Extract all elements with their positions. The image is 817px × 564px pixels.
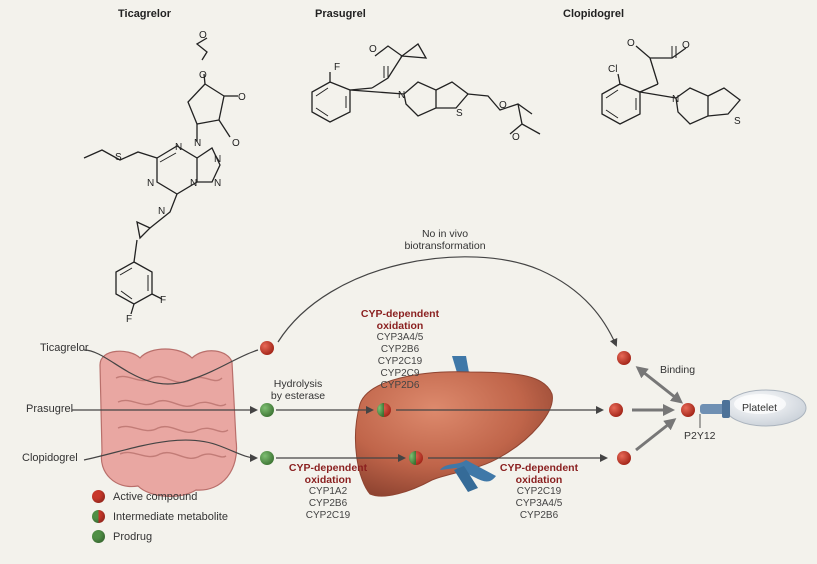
ticagrelor-structure-title: Ticagrelor bbox=[118, 8, 171, 20]
binding-label: Binding bbox=[660, 364, 696, 376]
svg-text:N: N bbox=[398, 90, 406, 101]
svg-text:N: N bbox=[672, 94, 680, 105]
no-in-vivo-label: No in vivo biotransformation bbox=[404, 228, 486, 252]
legend-item-intermediate bbox=[92, 510, 228, 523]
ticagrelor-structure bbox=[84, 38, 238, 314]
svg-text:F: F bbox=[334, 62, 341, 73]
prasugrel-prodrug-dot bbox=[260, 403, 274, 417]
prasugrel-active-dot bbox=[609, 403, 623, 417]
legend-label: Intermediate metabolite bbox=[113, 510, 228, 523]
svg-text:F: F bbox=[126, 314, 133, 325]
clopidogrel-atoms bbox=[608, 38, 741, 127]
prasugrel-label: Prasugrel bbox=[26, 403, 74, 415]
svg-text:O: O bbox=[682, 40, 690, 51]
svg-text:S: S bbox=[734, 116, 741, 127]
svg-text:S: S bbox=[456, 108, 463, 119]
svg-text:O: O bbox=[499, 100, 507, 111]
prasugrel-atoms bbox=[334, 44, 520, 143]
ticagrelor-active-dot bbox=[260, 341, 274, 355]
ticagrelor-label: Ticagrelor bbox=[40, 342, 89, 354]
svg-text:O: O bbox=[199, 30, 207, 41]
platelet-label: Platelet bbox=[742, 402, 778, 414]
svg-text:N: N bbox=[214, 154, 222, 165]
clopidogrel-intermediate-dot bbox=[409, 451, 423, 465]
legend-label: Prodrug bbox=[113, 530, 153, 543]
svg-text:O: O bbox=[369, 44, 377, 55]
svg-text:O: O bbox=[238, 92, 246, 103]
svg-text:O: O bbox=[512, 132, 520, 143]
svg-text:O: O bbox=[627, 38, 635, 49]
cyp-clopidogrel-second-block: CYP-dependent oxidation CYP2C19 CYP3A4/5 CYP2B6 bbox=[499, 462, 579, 521]
svg-text:N: N bbox=[158, 206, 166, 217]
svg-text:Cl: Cl bbox=[608, 64, 618, 75]
svg-text:F: F bbox=[160, 295, 167, 306]
legend-item-active bbox=[92, 490, 197, 503]
clopidogrel-active-dot bbox=[617, 451, 631, 465]
clopidogrel-structure-title: Clopidogrel bbox=[563, 8, 625, 20]
ticagrelor-atoms bbox=[115, 30, 246, 325]
legend-label: Active compound bbox=[113, 490, 198, 503]
prodrug-icon bbox=[92, 530, 105, 543]
hydrolysis-label: Hydrolysis by esterase bbox=[270, 378, 326, 402]
clopidogrel-prodrug-dot bbox=[260, 451, 274, 465]
svg-text:O: O bbox=[232, 138, 240, 149]
intermediate-metabolite-icon bbox=[92, 510, 105, 523]
intestine-illustration bbox=[100, 349, 237, 496]
svg-text:O: O bbox=[199, 70, 207, 81]
clopidogrel-structure bbox=[602, 46, 740, 124]
p2y12-label: P2Y12 bbox=[684, 430, 716, 442]
svg-text:N: N bbox=[190, 178, 198, 189]
svg-text:N: N bbox=[147, 178, 155, 189]
active-compound-icon bbox=[92, 490, 105, 503]
svg-text:N: N bbox=[175, 142, 183, 153]
cyp-clopidogrel-first-block: CYP-dependent oxidation CYP1A2 CYP2B6 CYP2C19 bbox=[288, 462, 368, 521]
prasugrel-structure bbox=[312, 44, 540, 134]
prasugrel-intermediate-dot bbox=[377, 403, 391, 417]
svg-text:N: N bbox=[214, 178, 222, 189]
p2y12-receptor bbox=[700, 400, 730, 428]
svg-text:N: N bbox=[194, 138, 202, 149]
svg-text:S: S bbox=[115, 152, 122, 163]
receptor-bound-dot bbox=[681, 403, 695, 417]
cyp-prasugrel-block: CYP-dependent oxidation CYP3A4/5 CYP2B6 CYP2C19 CYP2C9 CYP2D6 bbox=[360, 308, 440, 391]
legend-item-prodrug bbox=[92, 530, 152, 543]
prasugrel-structure-title: Prasugrel bbox=[315, 8, 366, 20]
clopidogrel-label: Clopidogrel bbox=[22, 452, 78, 464]
binding-arrows bbox=[632, 368, 676, 450]
ticagrelor-bound-dot bbox=[617, 351, 631, 365]
